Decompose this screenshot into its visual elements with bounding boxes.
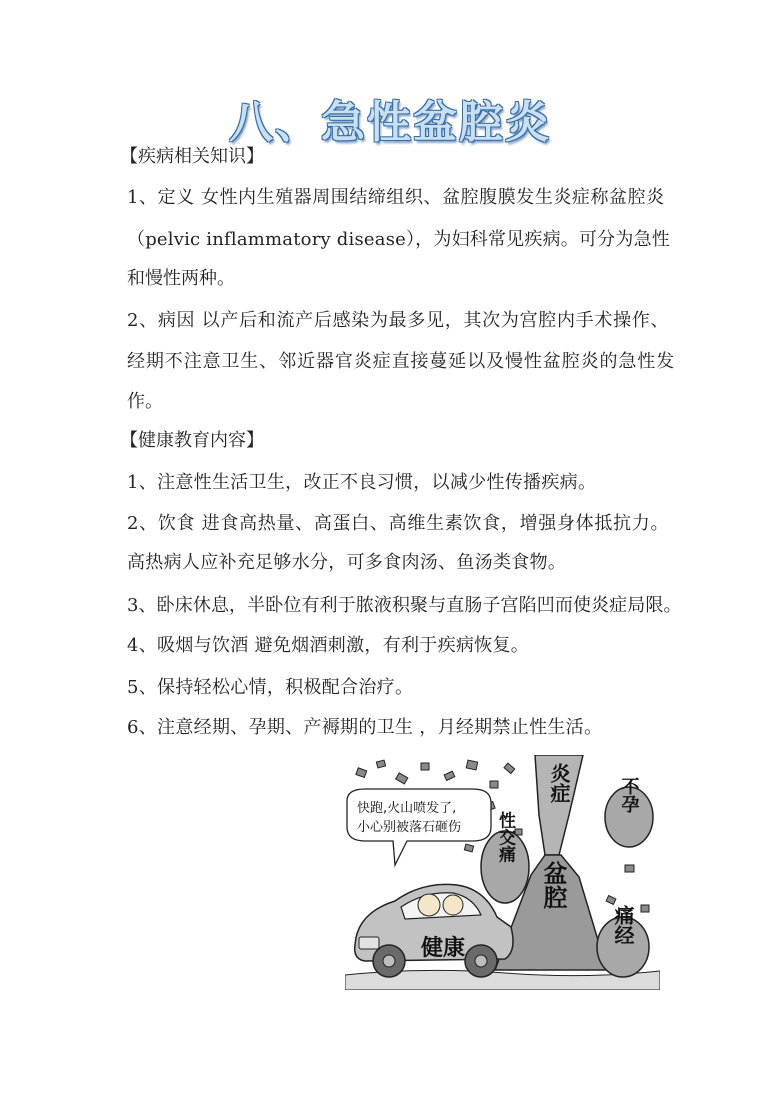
list-item: 高热病人应补充足够水分，可多食肉汤、鱼汤类食物。	[127, 552, 567, 573]
paragraph-line: 经期不注意卫生、邻近器官炎症直接蔓延以及慢性盆腔炎的急性发	[127, 351, 676, 372]
paragraph-line: 2、病因 以产后和流产后感染为最多见，其次为宫腔内手术操作、	[127, 310, 670, 331]
volcano-label: 盆腔	[539, 861, 567, 909]
speech-text-line-1: 快跑,火山喷发了,	[357, 801, 457, 816]
list-item: 1、注意性生活卫生，改正不良习惯，以减少性传播疾病。	[127, 472, 597, 493]
front-wheel-hub	[383, 955, 395, 967]
paragraph-line: （pelvic inflammatory disease），为妇科常见疾病。可分为急性	[127, 229, 670, 250]
list-item: 4、吸烟与饮酒 避免烟酒刺激，有利于疾病恢复。	[127, 635, 530, 656]
driver-head	[418, 894, 440, 916]
paragraph-line: 1、定义 女性内生殖器周围结缔组织、盆腔腹膜发生炎症称盆腔炎	[127, 187, 665, 208]
speech-text-line-2: 小心别被落石砸伤	[357, 820, 462, 835]
page-title: 八、急性盆腔炎	[229, 97, 551, 148]
passenger-head	[443, 895, 463, 915]
rear-wheel-hub	[475, 955, 487, 967]
rock-label-painful-intercourse: 性交痛	[495, 811, 515, 863]
list-item: 6、注意经期、孕期、产褥期的卫生 ，月经期禁止性生活。	[127, 717, 603, 738]
paragraph-line: 作。	[127, 391, 163, 412]
eruption-label: 炎症	[547, 763, 571, 803]
section-heading-education: 【健康教育内容】	[120, 430, 264, 451]
volcano-cartoon-illustration	[345, 755, 660, 990]
car-label: 健康	[420, 936, 466, 961]
section-heading-knowledge: 【疾病相关知识】	[120, 146, 264, 167]
list-item: 5、保持轻松心情，积极配合治疗。	[127, 677, 414, 698]
paragraph-line: 和慢性两种。	[127, 268, 235, 289]
list-item: 2、饮食 进食高热量、高蛋白、高维生素饮食，增强身体抵抗力。	[127, 513, 670, 534]
car-grille	[359, 937, 379, 949]
rock-label-dysmenorrhea: 痛经	[611, 905, 635, 945]
list-item: 3、卧床休息，半卧位有利于脓液积聚与直肠子宫陷凹而使炎症局限。	[127, 595, 682, 616]
rock-label-infertility: 不孕	[618, 777, 640, 813]
